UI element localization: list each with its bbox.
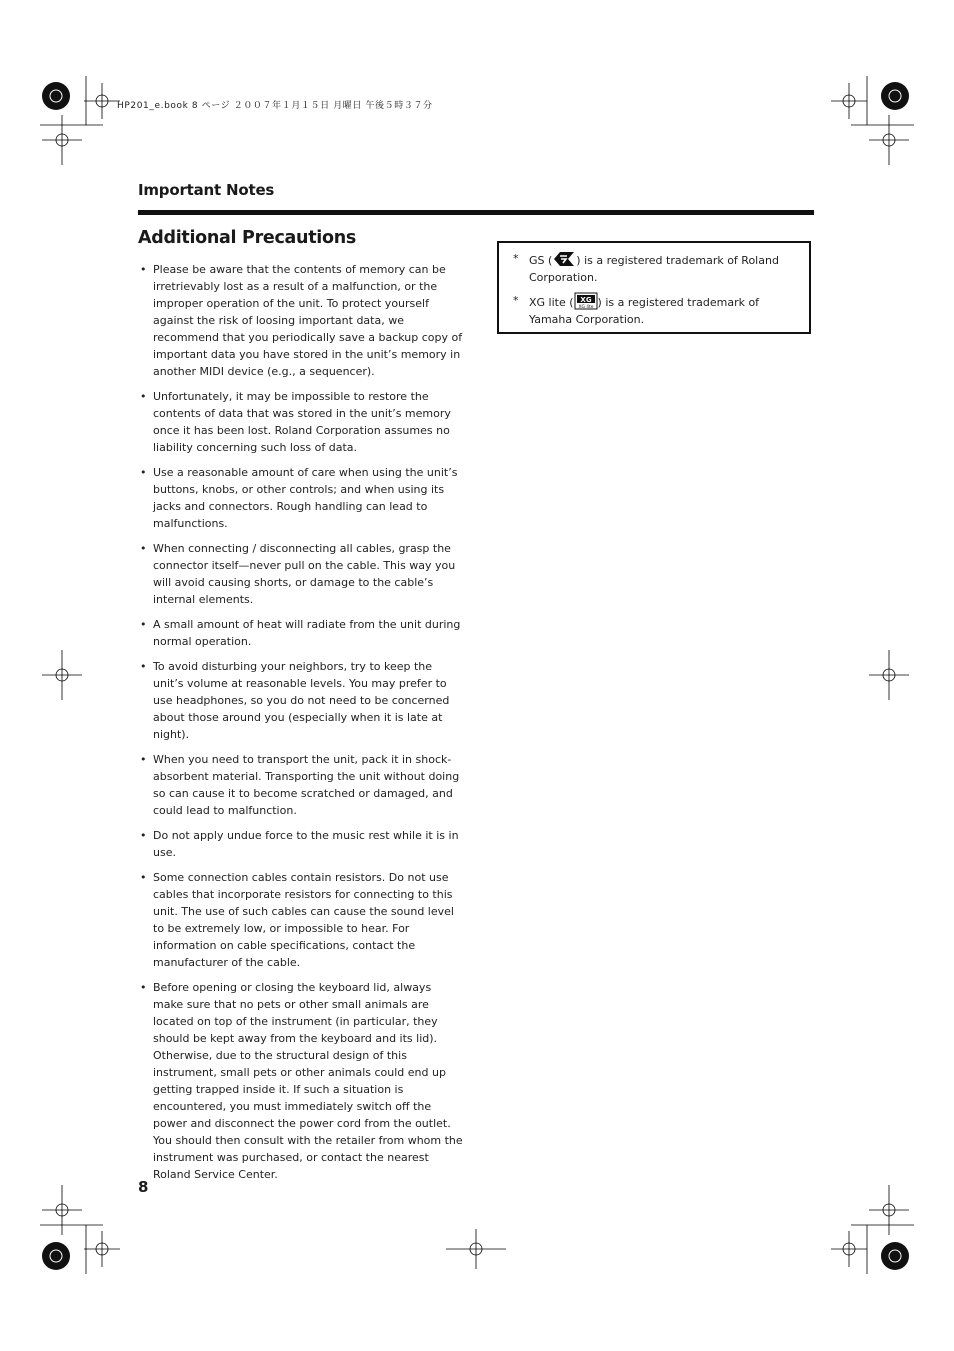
bullet-icon: •	[140, 981, 147, 994]
list-item-text: To avoid disturbing your neighbors, try to keep the unit’s volume at reasonable levels. You may prefer to use headphones, so you do not need to be concerned about those around you (especially when it is late at night).	[153, 660, 450, 741]
bullet-icon: •	[140, 660, 147, 673]
asterisk: *	[513, 252, 519, 265]
page-title: Additional Precautions	[138, 228, 356, 248]
page-number: 8	[138, 1178, 149, 1196]
header-rule	[138, 210, 814, 215]
list-item	[138, 658, 464, 743]
list-item-text: Some connection cables contain resistors. Do not use cables that incorporate resistors for connecting to this unit. The use of such cables can cause the sound level to be extremely low, or impossible to hear. For information on cable specifications, contact the manufacturer of the cable.	[153, 871, 454, 969]
bullet-icon: •	[140, 263, 147, 276]
list-item	[138, 751, 464, 819]
asterisk: *	[513, 294, 519, 307]
list-item	[138, 827, 464, 861]
list-item-text: When you need to transport the unit, pack it in shock-absorbent material. Transporting the unit without doing so can cause it to become scratched or damaged, and could lead to malfunction.	[153, 753, 460, 817]
list-item-text: Do not apply undue force to the music rest while it is in use.	[153, 829, 459, 859]
bullet-icon: •	[140, 390, 147, 403]
section-label: Important Notes	[138, 181, 275, 199]
trademark-xg	[513, 292, 793, 328]
list-item	[138, 464, 464, 532]
bullet-icon: •	[140, 829, 147, 842]
list-item	[138, 616, 464, 650]
bullet-icon: •	[140, 542, 147, 555]
list-item-text: Unfortunately, it may be impossible to restore the contents of data that was stored in the unit’s memory once it has been lost. Roland Corporation assumes no liability concerning such loss of data.	[153, 390, 451, 454]
bullet-icon: •	[140, 871, 147, 884]
trademark-xg-after: ) is a registered trademark of Yamaha Corporation.	[529, 296, 760, 326]
list-item	[138, 388, 464, 456]
trademark-notice-box	[497, 241, 811, 334]
trademark-gs-before: GS (	[529, 254, 553, 267]
trademark-xg-before: XG lite (	[529, 296, 574, 309]
gs-logo-icon	[552, 250, 576, 268]
bullet-icon: •	[140, 466, 147, 479]
list-item-text: A small amount of heat will radiate from the unit during normal operation.	[153, 618, 461, 648]
trademark-gs	[513, 250, 793, 286]
list-item	[138, 540, 464, 608]
bullet-icon: •	[140, 753, 147, 766]
list-item	[138, 261, 464, 380]
list-item	[138, 869, 464, 971]
list-item-text: Please be aware that the contents of memory can be irretrievably lost as a result of a malfunction, or the improper operation of the unit. To protect yourself against the risk of loosing important data, we recommend that you periodically save a backup copy of important data you have stored in the unit’s memory in another MIDI device (e.g., a sequencer).	[153, 263, 463, 378]
bullet-icon: •	[140, 618, 147, 631]
precautions-list	[138, 261, 464, 1191]
xg-logo-text: XG lite	[578, 305, 594, 310]
svg-text:XG: XG	[579, 296, 592, 304]
list-item-text: Before opening or closing the keyboard lid, always make sure that no pets or other small animals are located on top of the instrument (in particular, they should be kept away from the keyboard and its lid). Otherwise, due to the structural design of this instrument, small pets or other animals could end up getting trapped inside it. If such a situation is encountered, you must immediately switch off the power and disconnect the power cord from the outlet. You should then consult with the retailer from whom the instrument was purchased, or contact the nearest Roland Service Center.	[153, 981, 463, 1181]
list-item-text: Use a reasonable amount of care when using the unit’s buttons, knobs, or other controls; and when using its jacks and connectors. Rough handling can lead to malfunctions.	[153, 466, 458, 530]
list-item-text: When connecting / disconnecting all cables, grasp the connector itself—never pull on the cable. This way you will avoid causing shorts, or damage to the cable’s internal elements.	[153, 542, 456, 606]
trademark-gs-after: ) is a registered trademark of Roland Corporation.	[529, 254, 779, 284]
list-item	[138, 979, 464, 1183]
print-job-header: HP201_e.book 8 ページ ２００７年１月１５日 月曜日 午後５時３７分	[117, 101, 433, 111]
xg-lite-logo-icon	[574, 292, 598, 310]
